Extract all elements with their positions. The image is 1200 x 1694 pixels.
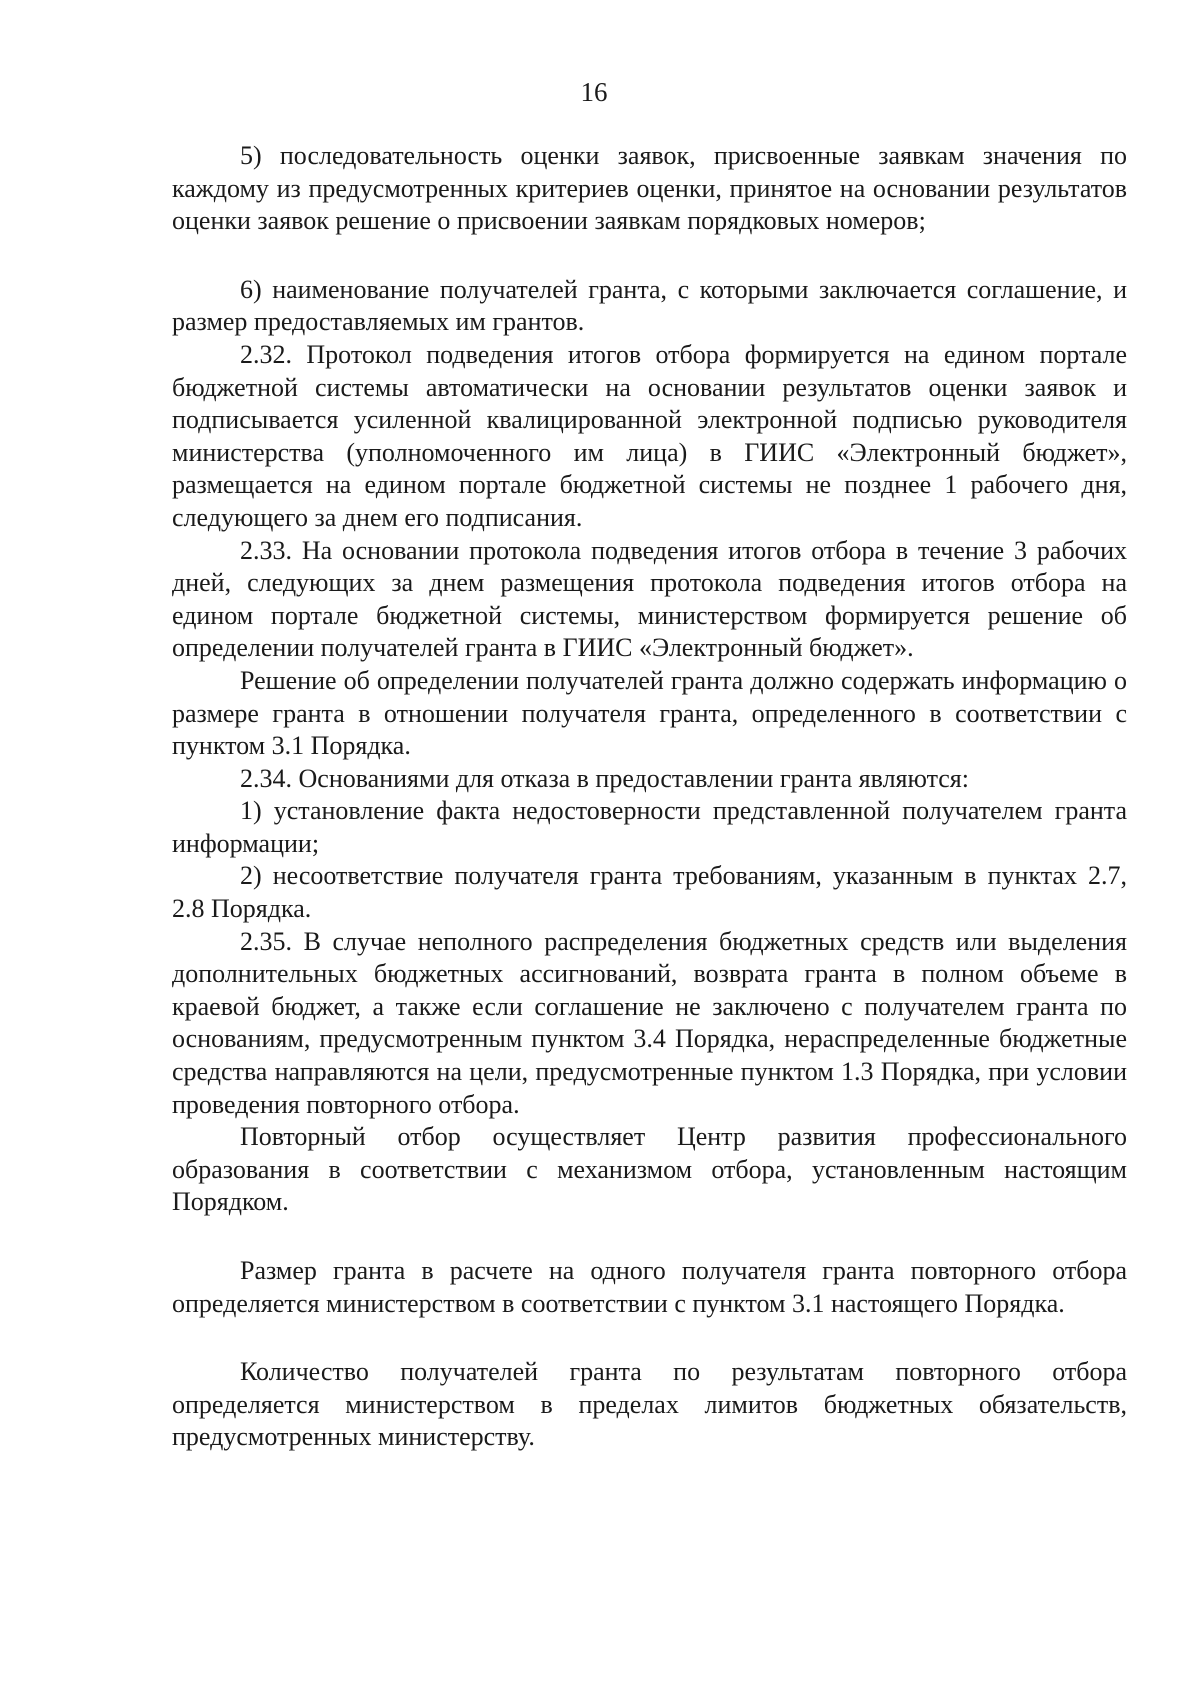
paragraph-repeat-selection: Повторный отбор осуществляет Центр развития профессионального образования в соответствии с механизмом отбора, установленным настоящим Порядком. xyxy=(172,1122,1127,1217)
page-number: 16 xyxy=(580,77,608,107)
paragraph-decision-content: Решение об определении получателей гранта должно содержать информацию о размере гранта в отношении получателя гранта, определенного в соответствии с пунктом 3.1 Порядка. xyxy=(172,665,1127,761)
paragraph-grant-size: Размер гранта в расчете на одного получателя гранта повторного отбора определяется министерством в соответствии с пунктом 3.1 настоящего Порядка. xyxy=(172,1256,1127,1318)
paragraph-2-34-refusal-grounds: 2.34. Основаниями для отказа в предоставлении гранта являются: xyxy=(240,763,969,793)
paragraph-refusal-ground-1: 1) установление факта недостоверности представленной получателем гранта информации; xyxy=(172,796,1127,858)
paragraph-2-32-protocol: 2.32. Протокол подведения итогов отбора формируется на едином портале бюджетной системы автоматически на основании результатов оценки заявок и подписывается усиленной квалицированной электронной подписью руководителя министерства (уполномоченного им лица) в ГИИС «Электронный бюджет», размещается на едином портале бюджетной системы не позднее 1 рабочего дня, следующего за днем его подписания. xyxy=(172,339,1127,532)
document-body xyxy=(172,140,1127,1454)
paragraph-recipient-count: Количество получателей гранта по результатам повторного отбора определяется министерством в пределах лимитов бюджетных обязательств, предусмотренных министерству. xyxy=(172,1357,1127,1452)
paragraph-item-6-recipients: 6) наименование получателей гранта, с которыми заключается соглашение, и размер предоставляемых им грантов. xyxy=(172,274,1127,337)
paragraph-2-33-decision: 2.33. На основании протокола подведения итогов отбора в течение 3 рабочих дней, следующих за днем размещения протокола подведения итогов отбора на едином портале бюджетной системы, министерством формируется решение об определении получателей гранта в ГИИС «Электронный бюджет». xyxy=(172,535,1127,663)
paragraph-2-35-redistribution: 2.35. В случае неполного распределения бюджетных средств или выделения дополнительных бюджетных ассигнований, возврата гранта в полном объеме в краевой бюджет, а также если соглашение не заключено с получателем гранта по основаниям, предусмотренным пунктом 3.4 Порядка, нераспределенные бюджетные средства направляются на цели, предусмотренные пунктом 1.3 Порядка, при условии проведения повторного отбора. xyxy=(172,926,1127,1119)
paragraph-item-5-evaluation-sequence: 5) последовательность оценки заявок, присвоенные заявкам значения по каждому из предусмотренных критериев оценки, принятое на основании результатов оценки заявок решение о присвоении заявкам порядковых номеров; xyxy=(172,141,1127,236)
paragraph-refusal-ground-2: 2) несоответствие получателя гранта требованиям, указанным в пунктах 2.7, 2.8 Порядка. xyxy=(172,861,1127,924)
